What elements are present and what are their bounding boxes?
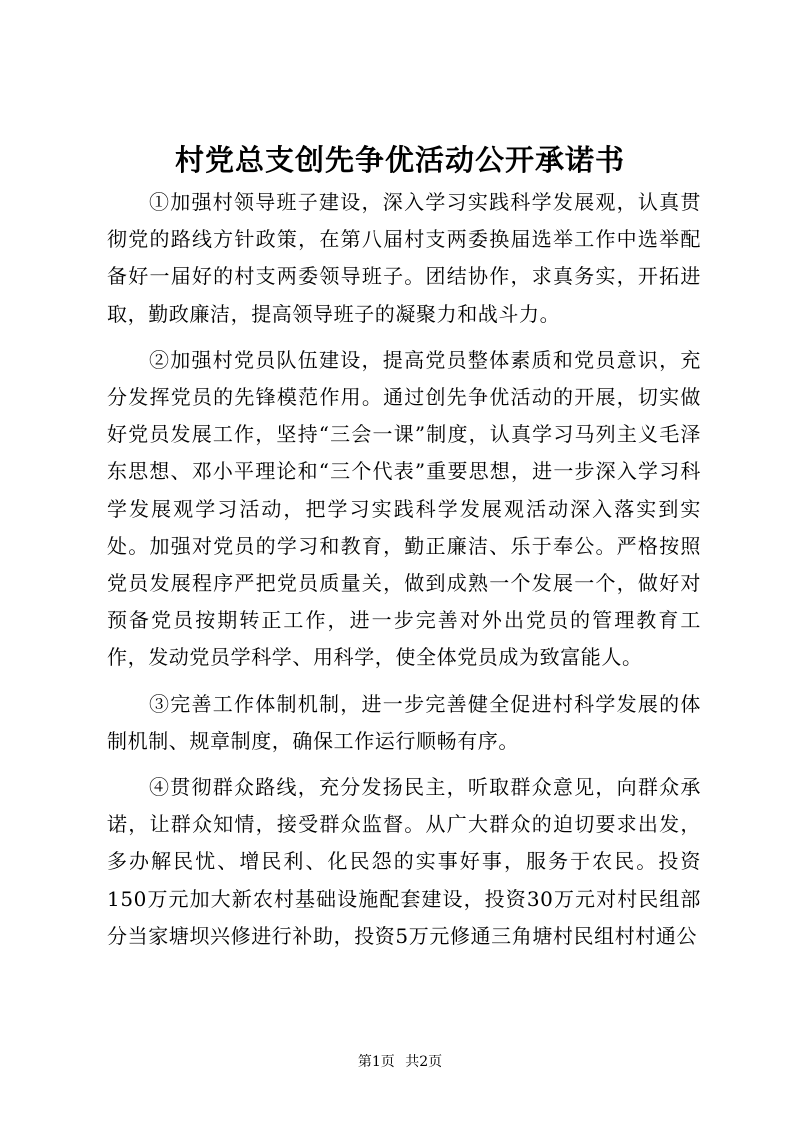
paragraph-3: ③完善工作体制机制，进一步完善健全促进村科学发展的体制机制、规章制度，确保工作运行顺畅有序。 — [107, 691, 701, 753]
paragraph-4: ④贯彻群众路线，充分发扬民主，听取群众意见，向群众承诺，让群众知情，接受群众监督。从广大群众的迫切要求出发，多办解民忧、增民利、化民怨的实事好事，服务于农民。投资150万元加大新农村基础设施配套建设，投资30万元对村民组部分当家塘坝兴修进行补助，投资5万元修通三角塘村民组村村通公 — [107, 775, 701, 948]
document-title: 村党总支创先争优活动公开承诺书 — [174, 143, 625, 177]
paragraph-1: ①加强村领导班子建设，深入学习实践科学发展观，认真贯彻党的路线方针政策，在第八届村支两委换届选举工作中选举配备好一届好的村支两委领导班子。团结协作，求真务实，开拓进取，勤政廉洁，提高领导班子的凝聚力和战斗力。 — [107, 190, 701, 326]
document-body — [107, 184, 701, 964]
paragraph-2: ②加强村党员队伍建设，提高党员整体素质和党员意识，充分发挥党员的先锋模范作用。通过创先争优活动的开展，切实做好党员发展工作，坚持“三会一课”制度，认真学习马列主义毛泽东思想、邓小平理论和“三个代表”重要思想，进一步深入学习科学发展观学习活动，把学习实践科学发展观活动深入落实到实处。加强对党员的学习和教育，勤正廉洁、乐于奉公。严格按照党员发展程序严把党员质量关，做到成熟一个发展一个，做好对预备党员按期转正工作，进一步完善对外出党员的管理教育工作，发动党员学科学、用科学，使全体党员成为致富能人。 — [107, 347, 701, 670]
page-number: 第1页 — [357, 1054, 395, 1070]
page-footer — [0, 1052, 800, 1072]
page-total: 共2页 — [405, 1054, 443, 1070]
